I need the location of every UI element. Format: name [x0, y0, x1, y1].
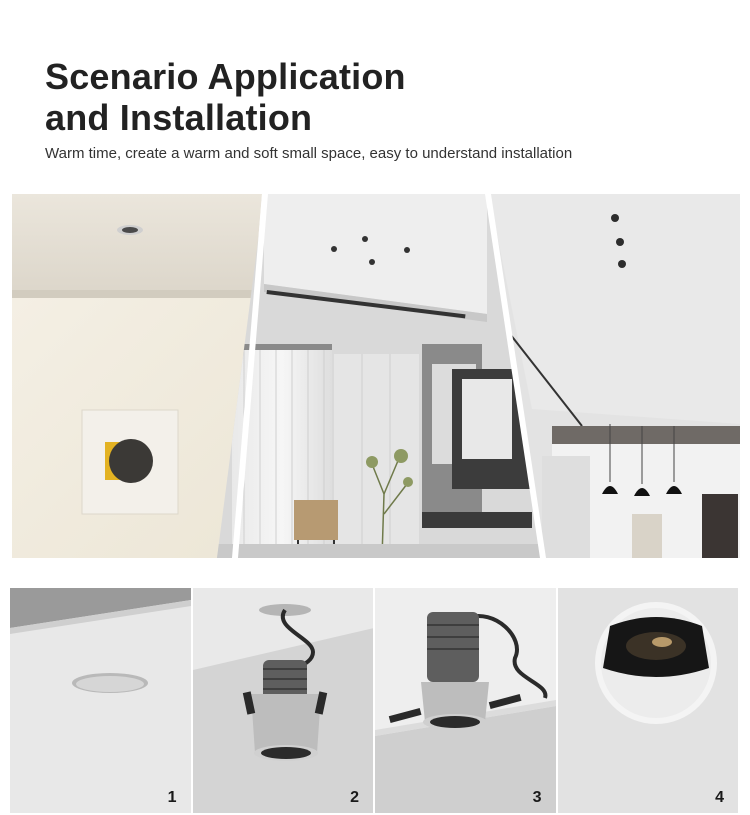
installation-step-3 [375, 588, 556, 813]
title-line-1: Scenario Application [45, 56, 406, 97]
page-title [45, 56, 406, 138]
title-line-2: and Installation [45, 97, 313, 138]
page-subtitle: Warm time, create a warm and soft small space, easy to understand installation [45, 145, 573, 162]
installation-step-4 [558, 588, 739, 813]
installation-step-2 [193, 588, 374, 813]
installation-steps [10, 588, 738, 813]
step-number: 1 [167, 789, 177, 806]
step-number: 2 [350, 789, 359, 806]
scenario-photo-strip [12, 194, 740, 558]
step-number: 4 [715, 789, 724, 806]
installation-step-1 [10, 588, 191, 813]
step-number: 3 [532, 789, 542, 806]
